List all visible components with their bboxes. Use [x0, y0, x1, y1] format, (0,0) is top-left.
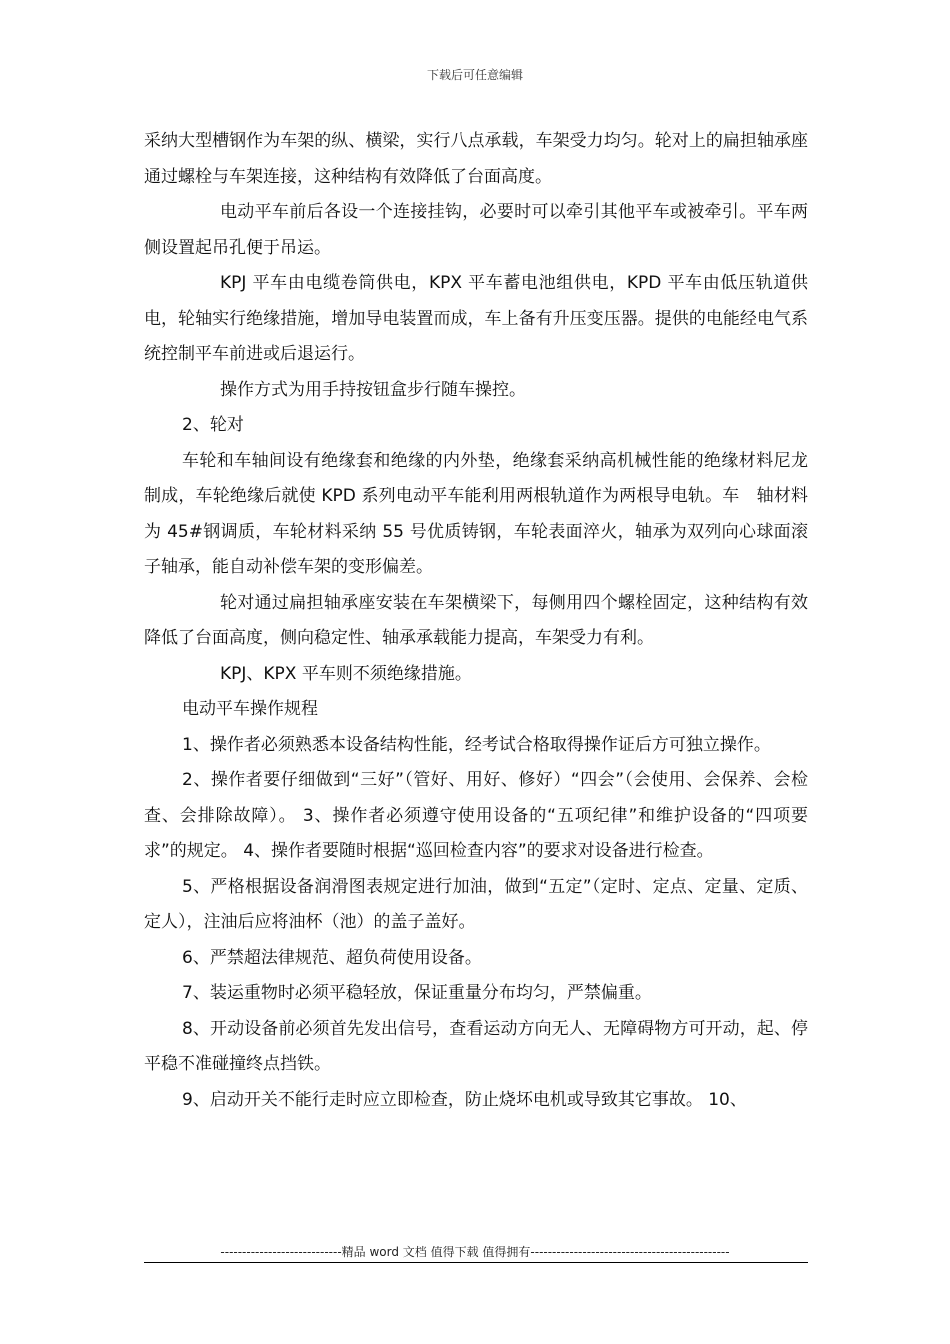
list-item: 8、开动设备前必须首先发出信号，查看运动方向无人、无障碍物方可开动，起、停平稳不准碰撞终点挡铁。 — [144, 1018, 808, 1074]
list-item: 2、操作者要仔细做到“三好”（管好、用好、修好）“四会”（会使用、会保养、会检查、会排除故障）。 3、操作者必须遵守使用设备的“五项纪律”和维护设备的“四项要求”的规定。 4、操作者要随时根据“巡回检查内容”的要求对设备进行检查。 — [144, 770, 808, 861]
page-footer: ----------------------------精品 word 文档 值得下载 值得拥有---------------------------------------------- — [220, 1245, 730, 1259]
paragraph: KPJ、KPX 平车则不须绝缘措施。 — [220, 663, 472, 684]
document-body — [144, 124, 808, 1118]
section-heading: 电动平车操作规程 — [182, 699, 318, 719]
paragraph: KPJ 平车由电缆卷筒供电，KPX 平车蓄电池组供电，KPD 平车由低压轨道供电，轮轴实行绝缘措施，增加导电装置而成，车上备有升压变压器。提供的电能经电气系统控制平车前进或后退运行。 — [144, 273, 808, 364]
list-item: 6、严禁超法律规范、超负荷使用设备。 — [182, 947, 482, 968]
list-item: 1、操作者必须熟悉本设备结构性能，经考试合格取得操作证后方可独立操作。 — [182, 734, 771, 755]
paragraph: 电动平车前后各设一个连接挂钩，必要时可以牵引其他平车或被牵引。平车两侧设置起吊孔便于吊运。 — [144, 202, 808, 258]
footer-divider — [144, 1262, 808, 1263]
page-header: 下载后可任意编辑 — [426, 68, 523, 82]
paragraph: 车轮和车轴间设有绝缘套和绝缘的内外垫，绝缘套采纳高机械性能的绝缘材料尼龙制成，车轮绝缘后就使 KPD 系列电动平车能利用两根轨道作为两根导电轨。车 轴材料为 45#钢调质，车轮材料采纳 55 号优质铸钢，车轮表面淬火，轴承为双列向心球面滚子轴承，能自动补偿车架的变形偏差。 — [144, 450, 808, 577]
list-item: 9、启动开关不能行走时应立即检查，防止烧坏电机或导致其它事故。 10、 — [182, 1089, 747, 1110]
list-item: 5、严格根据设备润滑图表规定进行加油，做到“五定”（定时、定点、定量、定质、定人），注油后应将油杯（池）的盖子盖好。 — [144, 876, 808, 932]
section-heading: 2、轮对 — [182, 415, 244, 435]
paragraph: 采纳大型槽钢作为车架的纵、横梁，实行八点承载，车架受力均匀。轮对上的扁担轴承座通过螺栓与车架连接，这种结构有效降低了台面高度。 — [144, 131, 808, 187]
paragraph: 轮对通过扁担轴承座安装在车架横梁下，每侧用四个螺栓固定，这种结构有效降低了台面高度，侧向稳定性、轴承承载能力提高，车架受力有利。 — [144, 592, 808, 648]
paragraph: 操作方式为用手持按钮盒步行随车操控。 — [220, 379, 526, 400]
list-item: 7、装运重物时必须平稳轻放，保证重量分布均匀，严禁偏重。 — [182, 983, 652, 1003]
